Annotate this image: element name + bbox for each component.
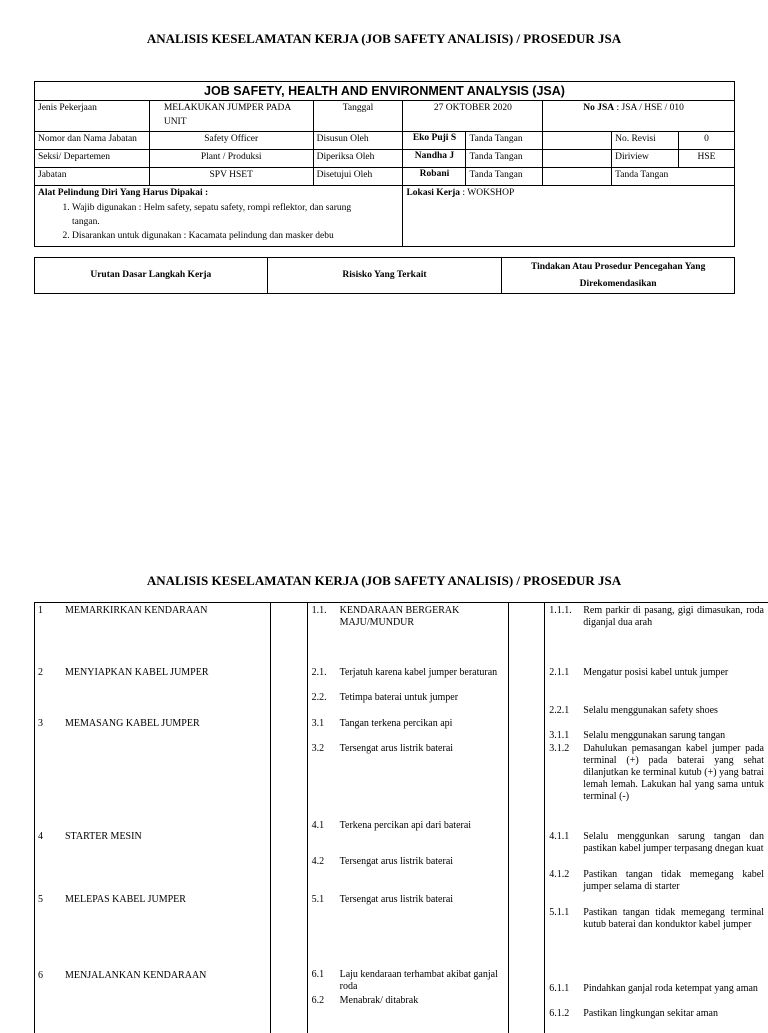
seksi-value: Plant / Produksi bbox=[149, 149, 313, 167]
risk-number: 6.2 bbox=[312, 995, 325, 1007]
col-steps-header: Urutan Dasar Langkah Kerja bbox=[35, 258, 268, 294]
step-name: MEMARKIRKAN KENDARAAN bbox=[65, 605, 266, 617]
nomor-jabatan-value: Safety Officer bbox=[149, 131, 313, 149]
jabatan-label: Jabatan bbox=[35, 167, 150, 185]
tanda-tangan-label: Tanda Tangan bbox=[612, 167, 735, 185]
lokasi-value: : WOKSHOP bbox=[460, 188, 514, 198]
risk-text: Laju kendaraan terhambat akibat ganjal roda bbox=[340, 969, 503, 993]
risk-text: Terjatuh karena kabel jumper beraturan bbox=[340, 667, 503, 679]
step-number: 5 bbox=[38, 894, 43, 906]
risk-number: 2.2. bbox=[312, 692, 327, 704]
apd-label: Alat Pelindung Diri Yang Harus Dipakai : bbox=[38, 188, 208, 198]
diperiksa-value: Nandha J bbox=[403, 150, 466, 167]
risk-number: 5.1 bbox=[312, 894, 325, 906]
risk-text: Tangan terkena percikan api bbox=[340, 718, 503, 730]
tanggal-value: 27 OKTOBER 2020 bbox=[403, 101, 543, 132]
risk-text: Tersengat arus listrik baterai bbox=[340, 856, 503, 868]
page-title: ANALISIS KESELAMATAN KERJA (JOB SAFETY ANALISIS) / PROSEDUR JSA bbox=[0, 573, 768, 589]
action-number: 5.1.1 bbox=[549, 907, 569, 919]
risk-number: 6.1 bbox=[312, 969, 325, 981]
disetujui-label: Disetujui Oleh bbox=[313, 167, 403, 185]
action-number: 4.1.2 bbox=[549, 869, 569, 881]
step-name: MENJALANKAN KENDARAAN bbox=[65, 970, 266, 982]
steps-table bbox=[34, 602, 768, 1033]
apd-item: 2. Disarankan untuk digunakan : Kacamata pelindung dan masker debu bbox=[72, 230, 399, 244]
action-text: Rem parkir di pasang, gigi dimasukan, roda diganjal dua arah bbox=[583, 605, 764, 629]
signature-box bbox=[543, 131, 612, 149]
tanda-tangan-label: Tanda Tangan bbox=[466, 132, 542, 149]
tanda-tangan-label: Tanda Tangan bbox=[466, 168, 542, 185]
diperiksa-label: Diperiksa Oleh bbox=[313, 149, 403, 167]
action-number: 6.1.2 bbox=[549, 1008, 569, 1020]
actions-column bbox=[545, 603, 768, 1033]
no-jsa-label: No JSA bbox=[583, 103, 614, 113]
disetujui-cell bbox=[403, 167, 543, 185]
risk-number: 3.1 bbox=[312, 718, 325, 730]
spacer-column bbox=[270, 603, 307, 1033]
tanda-tangan-label: Tanda Tangan bbox=[466, 150, 542, 167]
no-revisi-value: 0 bbox=[679, 131, 735, 149]
action-text: Mengatur posisi kabel untuk jumper bbox=[583, 667, 764, 679]
tanggal-label: Tanggal bbox=[313, 101, 403, 132]
action-number: 4.1.1 bbox=[549, 831, 569, 843]
jenis-pekerjaan-value: MELAKUKAN JUMPER PADA UNIT bbox=[149, 101, 313, 132]
apd-cell bbox=[35, 185, 403, 246]
col-risks-header: Risisko Yang Terkait bbox=[267, 258, 502, 294]
no-revisi-label: No. Revisi bbox=[612, 131, 679, 149]
risk-text: Tersengat arus listrik baterai bbox=[340, 743, 503, 755]
action-text: Selalu menggunakan safety shoes bbox=[583, 705, 764, 717]
step-number: 6 bbox=[38, 970, 43, 982]
spacer-column bbox=[509, 603, 545, 1033]
risk-number: 2.1. bbox=[312, 667, 327, 679]
step-name: MEMASANG KABEL JUMPER bbox=[65, 718, 266, 730]
risk-number: 3.2 bbox=[312, 743, 325, 755]
risk-number: 4.2 bbox=[312, 856, 325, 868]
risks-column bbox=[307, 603, 509, 1033]
diriview-label: Diriview bbox=[612, 149, 679, 167]
lokasi-label: Lokasi Kerja bbox=[406, 188, 460, 198]
action-number: 1.1.1. bbox=[549, 605, 572, 617]
apd-list bbox=[38, 202, 399, 243]
signature-box bbox=[543, 149, 612, 167]
jsa-table-title: JOB SAFETY, HEALTH AND ENVIRONMENT ANALYSIS (JSA) bbox=[35, 82, 735, 101]
nomor-jabatan-label: Nomor dan Nama Jabatan bbox=[35, 131, 150, 149]
disetujui-value: Robani bbox=[403, 168, 466, 185]
step-name: STARTER MESIN bbox=[65, 831, 266, 843]
jabatan-value: SPV HSET bbox=[149, 167, 313, 185]
action-text: Dahulukan pemasangan kabel jumper pada terminal (+) pada baterai yang sehat dilanjutkan ke terminal kutub (+) yang batrai lemah lemah. Lakukan hal yang sama untuk terminal (-) bbox=[583, 743, 764, 803]
action-text: Pindahkan ganjal roda ketempat yang aman bbox=[583, 983, 764, 995]
risk-text: Terkena percikan api dari baterai bbox=[340, 820, 503, 832]
action-number: 2.2.1 bbox=[549, 705, 569, 717]
action-number: 3.1.1 bbox=[549, 730, 569, 742]
action-text: Selalu menggunakan sarung tangan bbox=[583, 730, 764, 742]
no-jsa bbox=[543, 101, 735, 132]
lokasi-cell bbox=[403, 185, 735, 246]
diperiksa-cell bbox=[403, 149, 543, 167]
column-header-table bbox=[34, 257, 735, 294]
risk-text: Tersengat arus listrik baterai bbox=[340, 894, 503, 906]
action-number: 3.1.2 bbox=[549, 743, 569, 755]
seksi-label: Seksi/ Departemen bbox=[35, 149, 150, 167]
risk-text: Tetimpa baterai untuk jumper bbox=[340, 692, 503, 704]
step-name: MELEPAS KABEL JUMPER bbox=[65, 894, 266, 906]
step-number: 4 bbox=[38, 831, 43, 843]
steps-column bbox=[35, 603, 271, 1033]
step-number: 2 bbox=[38, 667, 43, 679]
jsa-header-table bbox=[34, 81, 735, 247]
diriview-value: HSE bbox=[679, 149, 735, 167]
disusun-label: Disusun Oleh bbox=[313, 131, 403, 149]
col-actions-header: Tindakan Atau Prosedur Pencegahan Yang Direkomendasikan bbox=[502, 258, 735, 294]
page-title: ANALISIS KESELAMATAN KERJA (JOB SAFETY ANALISIS) / PROSEDUR JSA bbox=[0, 31, 768, 47]
action-text: Pastikan tangan tidak memegang kabel jumper selama di starter bbox=[583, 869, 764, 893]
no-jsa-value: : JSA / HSE / 010 bbox=[614, 103, 684, 113]
action-text: Selalu menggunkan sarung tangan dan pastikan kabel jumper terpasang dnegan kuat bbox=[583, 831, 764, 855]
risk-text: KENDARAAN BERGERAK MAJU/MUNDUR bbox=[340, 605, 503, 629]
disusun-cell bbox=[403, 131, 543, 149]
action-number: 6.1.1 bbox=[549, 983, 569, 995]
jenis-pekerjaan-label: Jenis Pekerjaan bbox=[35, 101, 150, 132]
step-name: MENYIAPKAN KABEL JUMPER bbox=[65, 667, 266, 679]
action-text: Pastikan tangan tidak memegang terminal kutub baterai dan konduktor kabel jumper bbox=[583, 907, 764, 931]
risk-number: 4.1 bbox=[312, 820, 325, 832]
signature-box bbox=[543, 167, 612, 185]
action-text: Pastikan lingkungan sekitar aman bbox=[583, 1008, 764, 1020]
apd-item: 1. Wajib digunakan : Helm safety, sepatu safety, rompi reflektor, dan sarung tangan. bbox=[72, 202, 399, 230]
risk-text: Menabrak/ ditabrak bbox=[340, 995, 503, 1007]
risk-number: 1.1. bbox=[312, 605, 327, 617]
step-number: 3 bbox=[38, 718, 43, 730]
step-number: 1 bbox=[38, 605, 43, 617]
disusun-value: Eko Puji S bbox=[403, 132, 466, 149]
action-number: 2.1.1 bbox=[549, 667, 569, 679]
